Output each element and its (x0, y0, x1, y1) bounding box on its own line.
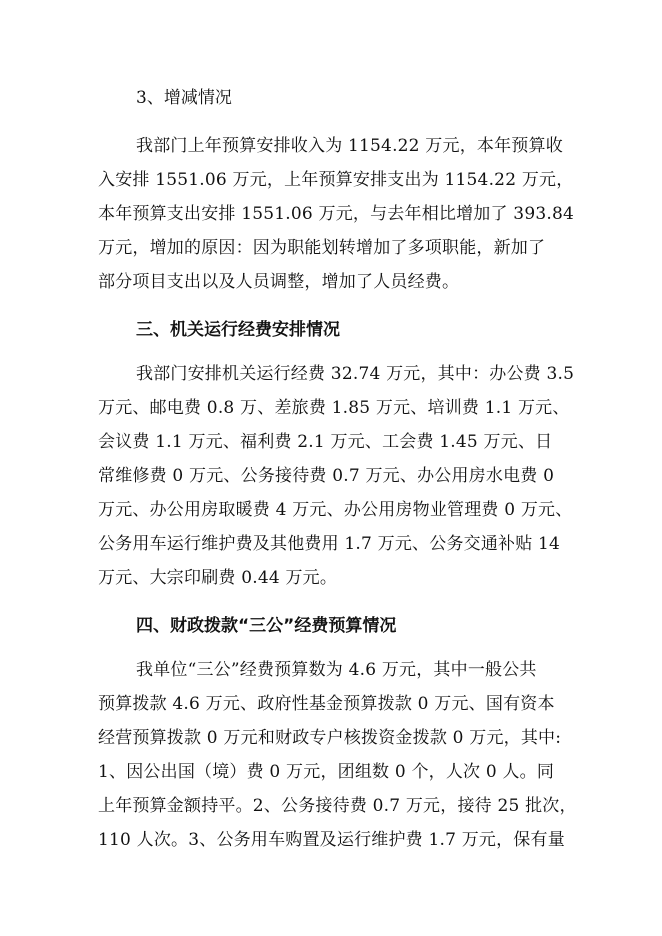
paragraph-line: 万元、办公用房取暖费 4 万元、办公用房物业管理费 0 万元、 (98, 500, 573, 520)
section-heading-operation: 三、机关运行经费安排情况 (136, 320, 340, 340)
paragraph-line: 本年预算支出安排 1551.06 万元，与去年相比增加了 393.84 (98, 204, 574, 224)
paragraph-line: 我部门上年预算安排收入为 1154.22 万元，本年预算收 (136, 136, 563, 156)
paragraph-line: 1、因公出国（境）费 0 万元，团组数 0 个，人次 0 人。同 (98, 762, 555, 782)
paragraph-line: 常维修费 0 万元、公务接待费 0.7 万元、办公用房水电费 0 (98, 466, 555, 486)
paragraph-line: 110 人次。3、公务用车购置及运行维护费 1.7 万元，保有量 (98, 830, 565, 850)
paragraph-line: 万元、大宗印刷费 0.44 万元。 (98, 568, 338, 588)
paragraph-line: 预算拨款 4.6 万元、政府性基金预算拨款 0 万元、国有资本 (98, 694, 555, 714)
paragraph-line: 我部门安排机关运行经费 32.74 万元，其中：办公费 3.5 (136, 364, 575, 384)
paragraph-line: 会议费 1.1 万元、福利费 2.1 万元、工会费 1.45 万元、日 (98, 432, 553, 452)
section-heading-increase: 3、增减情况 (136, 88, 232, 108)
paragraph-line: 万元，增加的原因：因为职能划转增加了多项职能，新加了 (98, 238, 546, 258)
paragraph-line: 部分项目支出以及人员调整，增加了人员经费。 (98, 272, 460, 292)
paragraph-line: 上年预算金额持平。2、公务接待费 0.7 万元，接待 25 批次， (98, 796, 577, 816)
paragraph-line: 我单位“三公”经费预算数为 4.6 万元，其中一般公共 (136, 660, 537, 680)
paragraph-line: 公务用车运行维护费及其他费用 1.7 万元、公务交通补贴 14 (98, 534, 561, 554)
paragraph-line: 万元、邮电费 0.8 万、差旅费 1.85 万元、培训费 1.1 万元、 (98, 398, 570, 418)
section-heading-three-public: 四、财政拨款“三公”经费预算情况 (136, 616, 397, 636)
paragraph-line: 经营预算拨款 0 万元和财政专户核拨资金拨款 0 万元，其中: (98, 728, 562, 748)
paragraph-line: 入安排 1551.06 万元，上年预算安排支出为 1154.22 万元， (98, 170, 574, 190)
